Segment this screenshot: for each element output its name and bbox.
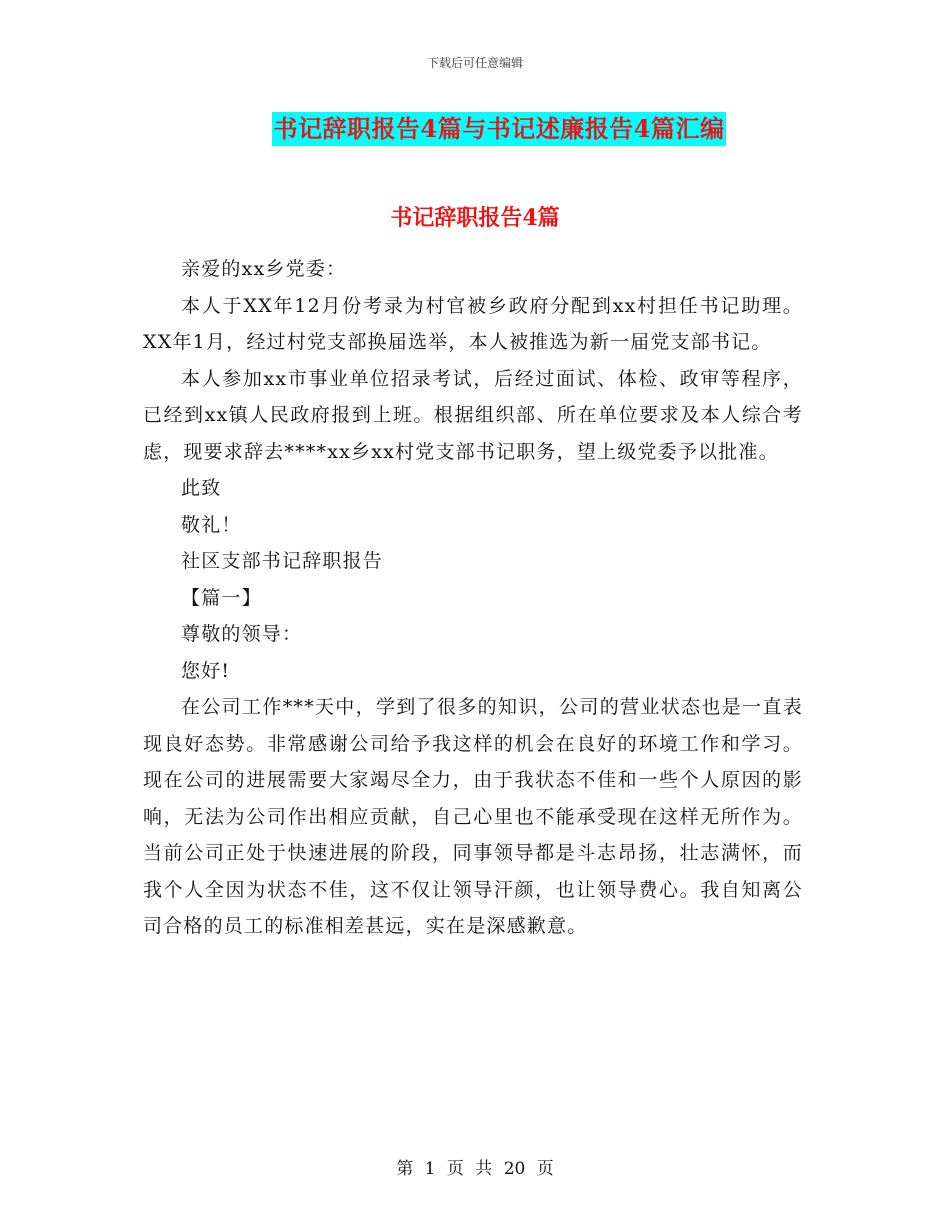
salutation: 亲爱的xx乡党委： [181, 258, 347, 280]
body-paragraph: 本人于XX年12月份考录为村官被乡政府分配到xx村担任书记助理。XX年1月，经过村党支部换届选举，本人被推选为新一届党支部书记。 [143, 294, 803, 353]
closing-line: 敬礼！ [181, 513, 242, 536]
page-header-note: 下载后可任意编辑 [426, 56, 523, 70]
greeting: 您好! [181, 659, 231, 682]
section-title: 书记辞职报告4篇 [390, 205, 560, 231]
document-title-container [0, 112, 950, 146]
document-body [143, 251, 803, 945]
body-paragraph: 本人参加xx市事业单位招录考试，后经过面试、体检、政审等程序，已经到xx镇人民政府报到上班。根据组织部、所在单位要求及本人综合考虑，现要求辞去****xx乡xx村党支部书记职务，望上级党委予以批准。 [143, 367, 803, 463]
page-number-footer: 第 1 页 共 20 页 [396, 1159, 554, 1179]
body-paragraph: 在公司工作***天中，学到了很多的知识，公司的营业状态也是一直表现良好态势。非常感谢公司给予我这样的机会在良好的环境工作和学习。现在公司的进展需要大家竭尽全力，由于我状态不佳和一些个人原因的影响，无法为公司作出相应贡献，自己心里也不能承受现在这样无所作为。当前公司正处于快速进展的阶段，同事领导都是斗志昂扬，壮志满怀，而我个人全因为状态不佳，这不仅让领导汗颜，也让领导费心。我自知离公司合格的员工的标准相差甚远，实在是深感歉意。 [143, 696, 803, 937]
part-label: 【篇一】 [181, 586, 262, 609]
closing-line: 此致 [181, 477, 222, 499]
salutation: 尊敬的领导： [181, 623, 303, 645]
document-title: 书记辞职报告4篇与书记述廉报告4篇汇编 [272, 112, 727, 146]
subheading: 社区支部书记辞职报告 [181, 550, 384, 572]
